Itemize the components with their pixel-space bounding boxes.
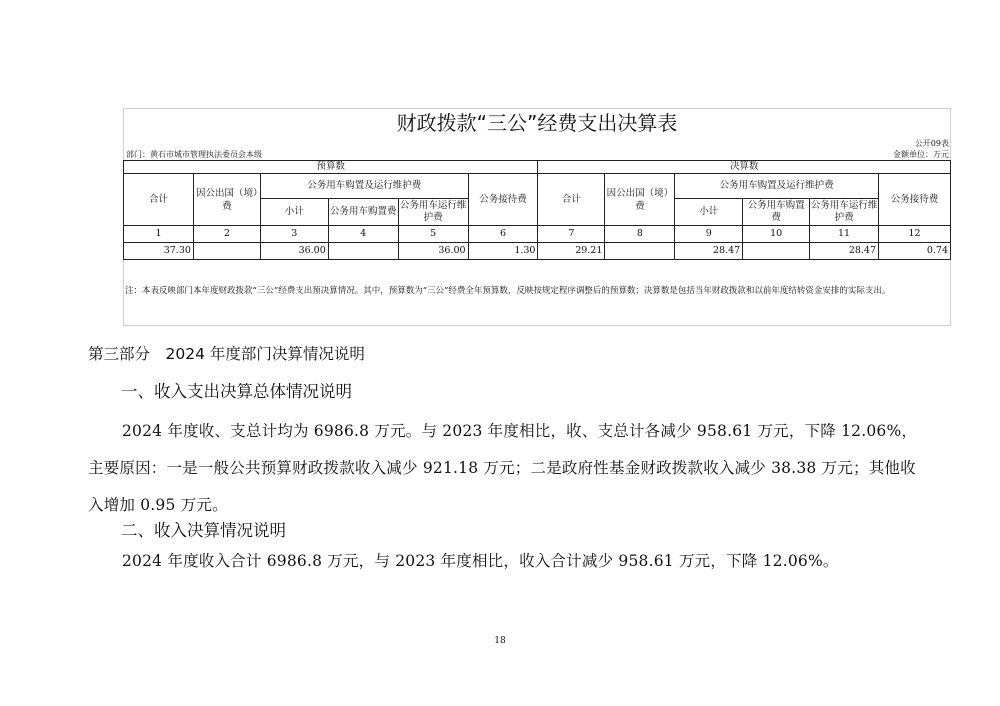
value-cell: 28.47 (675, 243, 743, 260)
form-number: 公开09表 (914, 139, 949, 148)
value-cell: 37.30 (124, 243, 194, 260)
budget-abroad-header: 因公出国（境）费 (193, 174, 260, 226)
value-cell: 28.47 (810, 243, 879, 260)
department-label: 部门：黄石市城市管理执法委员会本级 (126, 150, 262, 159)
value-cell: 1.30 (468, 243, 538, 260)
col-number: 2 (193, 226, 260, 243)
final-operation-header: 公务用车运行维护费 (810, 199, 879, 226)
col-number: 8 (605, 226, 675, 243)
col-number: 10 (743, 226, 810, 243)
table-title: 财政拨款“三公”经费支出决算表 (396, 111, 678, 135)
page-number: 18 (494, 636, 506, 646)
budget-purchase-header: 公务用车购置费 (328, 199, 398, 226)
budget-vehicle-header: 公务用车购置及运行维护费 (260, 174, 468, 199)
value-cell (743, 243, 810, 260)
final-subtotal-header: 小计 (675, 199, 743, 226)
value-cell (193, 243, 260, 260)
value-cell: 0.74 (879, 243, 951, 260)
col-number: 11 (810, 226, 879, 243)
budget-total-header: 合计 (124, 174, 194, 226)
budget-header: 预算数 (124, 161, 538, 174)
budget-reception-header: 公务接待费 (468, 174, 538, 226)
final-header: 决算数 (538, 161, 951, 174)
expenditure-table (123, 160, 951, 260)
col-number: 3 (260, 226, 328, 243)
final-abroad-header: 因公出国（境）费 (605, 174, 675, 226)
subheading-2: 二、收入决算情况说明 (121, 521, 286, 540)
col-number: 1 (124, 226, 194, 243)
unit-label: 金额单位：万元 (893, 150, 949, 159)
value-cell: 36.00 (398, 243, 468, 260)
col-number: 4 (328, 226, 398, 243)
final-vehicle-header: 公务用车购置及运行维护费 (675, 174, 879, 199)
paragraph-2: 2024 年度收入合计 6986.8 万元，与 2023 年度相比，收入合计减少 958.61 万元，下降 12.06%。 (122, 552, 839, 570)
table-note: 注：本表反映部门本年度财政拨款“三公”经费支出预决算情况。其中，预算数为“三公”经费全年预算数，反映按规定程序调整后的预算数；决算数是包括当年财政拨款和以前年度结转资金安排的实际支出。 (125, 286, 891, 296)
col-number: 7 (538, 226, 605, 243)
col-number: 12 (879, 226, 951, 243)
budget-operation-header: 公务用车运行维护费 (398, 199, 468, 226)
sangong-expenditure-table-block (123, 108, 951, 326)
paragraph-1: 2024 年度收、支总计均为 6986.8 万元。与 2023 年度相比，收、支总计各减少 958.61 万元，下降 12.06%，主要原因：一是一般公共预算财政拨款收入减少 921.18 万元；二是政府性基金财政拨款收入减少 38.38 万元；其他收入增加 0.95 万元。 (88, 422, 918, 514)
section-heading: 第三部分 2024 年度部门决算情况说明 (88, 345, 365, 363)
value-cell: 29.21 (538, 243, 605, 260)
value-cell: 36.00 (260, 243, 328, 260)
col-number: 5 (398, 226, 468, 243)
value-cell (605, 243, 675, 260)
final-purchase-header: 公务用车购置费 (743, 199, 810, 226)
col-number: 6 (468, 226, 538, 243)
value-row (124, 243, 951, 260)
value-cell (328, 243, 398, 260)
column-number-row (124, 226, 951, 243)
subheading-1: 一、收入支出决算总体情况说明 (121, 382, 352, 401)
budget-subtotal-header: 小计 (260, 199, 328, 226)
final-reception-header: 公务接待费 (879, 174, 951, 226)
final-total-header: 合计 (538, 174, 605, 226)
col-number: 9 (675, 226, 743, 243)
